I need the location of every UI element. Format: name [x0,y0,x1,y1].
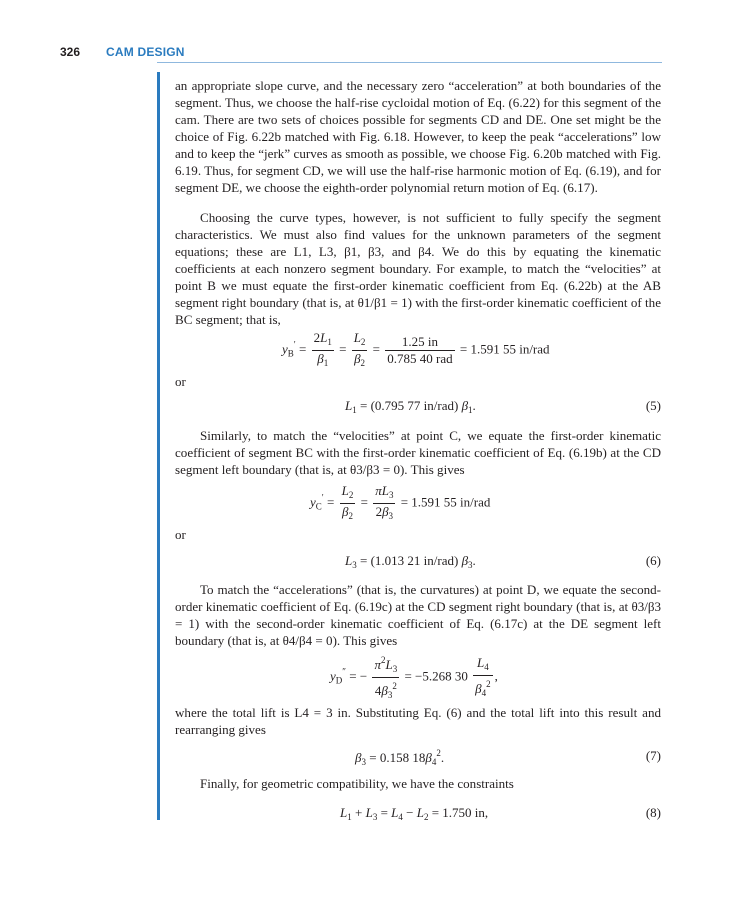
equation-6: $L_3 = (1.013$ 21 in/rad) $\beta_3$. [345,553,476,570]
eq-yC-result: = 1.591 55 in/rad [400,494,491,510]
equation-8: $L_1 + L_3 = L_4 - L_2 = 1.750$ in, [340,805,489,822]
equation-7-number: (7) [645,748,661,763]
eq-yB-numerator: 1.25 in [385,334,454,351]
or-connector-1: or [175,374,186,389]
or-connector-2: or [175,527,186,542]
header-rule [157,62,662,63]
paragraph-2: Choosing the curve types, however, is not sufficient to fully specify the segment characteristics. We must also find values for the unknown parameters of the segment equations; these are L1, L3, β1, β3, and β4. We do this by equating the kinematic coefficients at each nonzero segment boundary. For example, to match the “velocities” at point B we must equate the first-order kinematic coefficient from Eq. (6.22b) at the AB segment right boundary (that is, at θ1/β1 = 1) with the first-order kinematic coefficient of the BC segment; that is, [175,210,661,327]
paragraph-1: an appropriate slope curve, and the necessary zero “acceleration” at both boundaries of the segment. Thus, we choose the half-rise cycloidal motion of Eq. (6.22) for this segment of the cam. There are two sets of choices possible for segments CD and DE. One set might be the choice of Fig. 6.22b matched with Fig. 6.18. However, to keep the peak “accelerations” low and to keep the “jerk” curves as smooth as possible, we choose Fig. 6.20b matched with Fig. 6.19. Thus, for segment CD, we will use the half-rise harmonic motion of Eq. (6.19), and for segment DE, we choose the eighth-order polynomial return motion of Eq. (6.17). [175,78,661,195]
equation-5: $L_1 = (0.795$ 77 in/rad) $\beta_1$. [345,398,476,415]
paragraph-5: where the total lift is L4 = 3 in. Substituting Eq. (6) and the total lift into this result and rearranging gives [175,705,661,737]
paragraph-4: To match the “accelerations” (that is, the curvatures) at point D, we equate the second-order kinematic coefficient of Eq. (6.19c) at the CD segment right boundary (that is, at θ3/β3 = 1) with the second-order kinematic coefficient of Eq. (6.17c) at the DE segment left boundary (that is, at θ4/β4 = 0). This gives [175,582,661,648]
page-number: 326 [60,45,81,59]
equation-8-number: (8) [645,805,661,820]
eq-yB-denominator: 0.785 40 rad [387,351,453,366]
eq5-value: (0.795 77 in/rad) [370,398,459,413]
margin-bar [157,72,160,820]
eq8-value: = 1.750 in, [431,805,489,820]
equation-yD: $y_D''$ = − $\frac{\pi^2L_3}{4\beta_3^2}$ = −5.268 30 $\frac{L_4}{\beta_4^2}$ , [330,652,498,703]
eq6-value: (1.013 21 in/rad) [370,553,459,568]
equation-5-number: (5) [645,398,661,413]
paragraph-6: Finally, for geometric compatibility, we have the constraints [200,776,514,791]
eq7-value: = 0.158 18 [369,750,426,765]
eq-yB-result: = 1.591 55 in/rad [459,341,550,357]
equation-6-number: (6) [645,553,661,568]
equation-yC: $y_C'$ = $\frac{L_2}{\beta_2}$ = $\frac{\pi L_3}{2\beta_3}$ = 1.591 55 in/rad [310,483,491,521]
equation-yB: $y_B'$ = $\frac{2L_1}{\beta_1}$ = $\frac{L_2}{\beta_2}$ = $\frac{1.25 in}{\text{0.785 40 rad}}$ = 1.591 55 in/rad [282,330,550,368]
equation-7: $\beta_3 = 0.158$ $18\beta_4^2$. [355,748,445,767]
running-head: CAM DESIGN [106,45,185,59]
paragraph-3: Similarly, to match the “velocities” at point C, we equate the first-order kinematic coefficient of segment BC with the first-order kinematic coefficient of Eq. (6.19b) at the CD segment left boundary (that is, at θ3/β3 = 0). This gives [175,428,661,477]
eq-yD-value: = −5.268 30 [404,668,468,684]
